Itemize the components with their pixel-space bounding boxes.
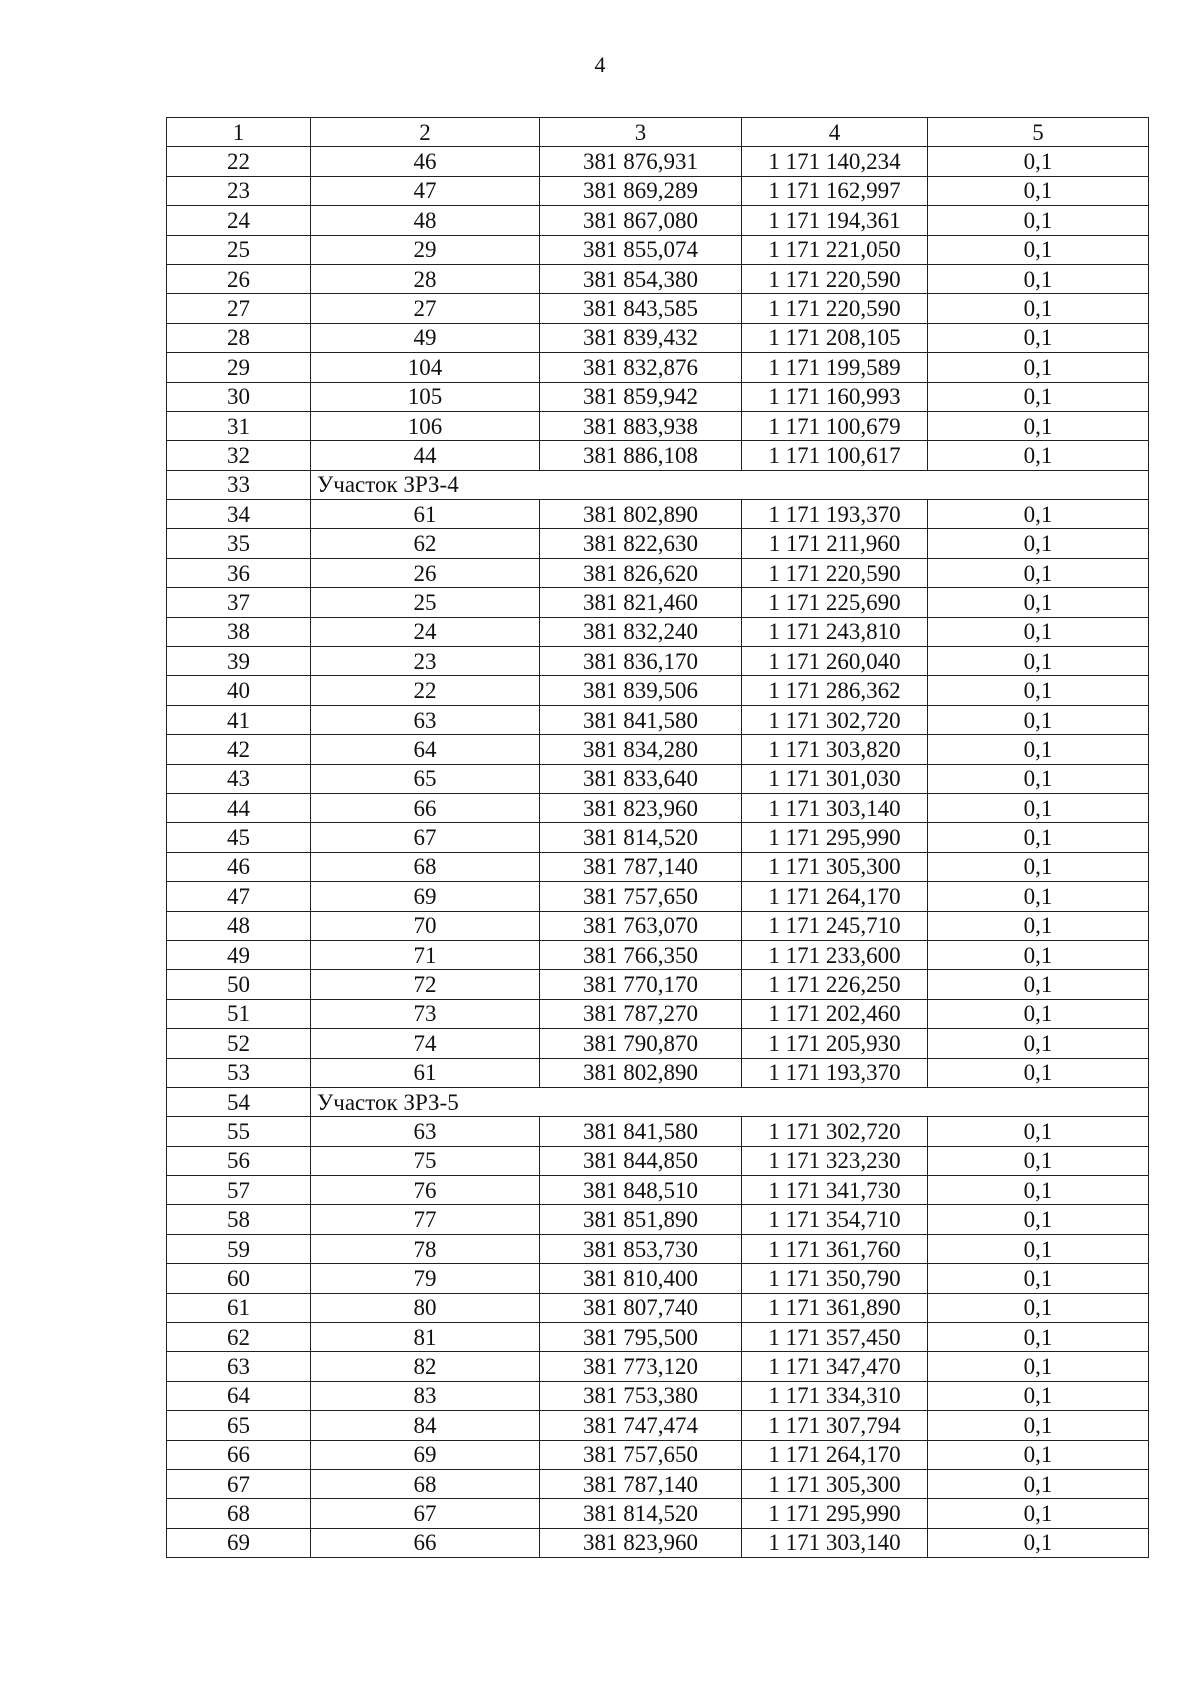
row-number: 57	[167, 1176, 311, 1205]
coordinate-y: 1 171 357,450	[742, 1323, 928, 1352]
table-row	[167, 1528, 1149, 1557]
coordinate-x: 381 814,520	[540, 1499, 742, 1528]
coordinate-y: 1 171 302,720	[742, 705, 928, 734]
coordinate-y: 1 171 220,590	[742, 558, 928, 587]
coordinate-y: 1 171 305,300	[742, 1469, 928, 1498]
table-row	[167, 676, 1149, 705]
point-number: 77	[311, 1205, 540, 1234]
page-number: 4	[594, 52, 606, 77]
coordinate-x: 381 855,074	[540, 235, 742, 264]
accuracy-value: 0,1	[928, 676, 1149, 705]
accuracy-value: 0,1	[928, 529, 1149, 558]
coordinate-y: 1 171 303,140	[742, 793, 928, 822]
column-header: 2	[311, 118, 540, 147]
point-number: 69	[311, 882, 540, 911]
coordinate-x: 381 867,080	[540, 206, 742, 235]
point-number: 104	[311, 353, 540, 382]
accuracy-value: 0,1	[928, 705, 1149, 734]
point-number: 46	[311, 147, 540, 176]
row-number: 22	[167, 147, 311, 176]
coordinate-y: 1 171 243,810	[742, 617, 928, 646]
coordinate-y: 1 171 220,590	[742, 264, 928, 293]
point-number: 80	[311, 1293, 540, 1322]
accuracy-value: 0,1	[928, 1411, 1149, 1440]
coordinate-x: 381 757,650	[540, 1440, 742, 1469]
accuracy-value: 0,1	[928, 852, 1149, 881]
point-number: 49	[311, 323, 540, 352]
coordinate-x: 381 753,380	[540, 1381, 742, 1410]
point-number: 61	[311, 1058, 540, 1087]
coordinate-x: 381 833,640	[540, 764, 742, 793]
accuracy-value: 0,1	[928, 1205, 1149, 1234]
coordinate-y: 1 171 260,040	[742, 647, 928, 676]
coordinate-x: 381 757,650	[540, 882, 742, 911]
point-number: 63	[311, 1117, 540, 1146]
column-header: 4	[742, 118, 928, 147]
accuracy-value: 0,1	[928, 294, 1149, 323]
point-number: 84	[311, 1411, 540, 1440]
table-row	[167, 1176, 1149, 1205]
row-number: 49	[167, 940, 311, 969]
accuracy-value: 0,1	[928, 588, 1149, 617]
section-row	[167, 1087, 1149, 1116]
row-number: 32	[167, 441, 311, 470]
coordinate-x: 381 802,890	[540, 1058, 742, 1087]
row-number: 43	[167, 764, 311, 793]
coordinate-y: 1 171 286,362	[742, 676, 928, 705]
coordinate-x: 381 826,620	[540, 558, 742, 587]
accuracy-value: 0,1	[928, 1146, 1149, 1175]
coordinate-y: 1 171 303,140	[742, 1528, 928, 1557]
accuracy-value: 0,1	[928, 1264, 1149, 1293]
row-number: 41	[167, 705, 311, 734]
row-number: 59	[167, 1234, 311, 1263]
accuracy-value: 0,1	[928, 1469, 1149, 1498]
coordinate-y: 1 171 205,930	[742, 1029, 928, 1058]
table-row	[167, 647, 1149, 676]
coordinate-x: 381 822,630	[540, 529, 742, 558]
accuracy-value: 0,1	[928, 382, 1149, 411]
accuracy-value: 0,1	[928, 1293, 1149, 1322]
point-number: 66	[311, 793, 540, 822]
table-row	[167, 1264, 1149, 1293]
row-number: 64	[167, 1381, 311, 1410]
point-number: 74	[311, 1029, 540, 1058]
accuracy-value: 0,1	[928, 1440, 1149, 1469]
row-number: 24	[167, 206, 311, 235]
coordinate-x: 381 814,520	[540, 823, 742, 852]
accuracy-value: 0,1	[928, 735, 1149, 764]
table-row	[167, 1499, 1149, 1528]
coordinate-x: 381 883,938	[540, 411, 742, 440]
coordinate-x: 381 848,510	[540, 1176, 742, 1205]
row-number: 36	[167, 558, 311, 587]
point-number: 47	[311, 176, 540, 205]
coordinate-y: 1 171 302,720	[742, 1117, 928, 1146]
row-number: 60	[167, 1264, 311, 1293]
coordinate-y: 1 171 295,990	[742, 1499, 928, 1528]
accuracy-value: 0,1	[928, 323, 1149, 352]
table-row	[167, 617, 1149, 646]
row-number: 26	[167, 264, 311, 293]
table-row	[167, 353, 1149, 382]
accuracy-value: 0,1	[928, 1029, 1149, 1058]
accuracy-value: 0,1	[928, 1117, 1149, 1146]
point-number: 64	[311, 735, 540, 764]
section-label: Участок ЗРЗ-5	[311, 1087, 1149, 1116]
point-number: 75	[311, 1146, 540, 1175]
column-header: 3	[540, 118, 742, 147]
coordinate-x: 381 854,380	[540, 264, 742, 293]
coordinate-y: 1 171 162,997	[742, 176, 928, 205]
point-number: 78	[311, 1234, 540, 1263]
coordinate-y: 1 171 193,370	[742, 1058, 928, 1087]
coordinate-y: 1 171 100,617	[742, 441, 928, 470]
coordinate-x: 381 763,070	[540, 911, 742, 940]
point-number: 73	[311, 999, 540, 1028]
accuracy-value: 0,1	[928, 176, 1149, 205]
section-row	[167, 470, 1149, 499]
coordinate-y: 1 171 208,105	[742, 323, 928, 352]
point-number: 82	[311, 1352, 540, 1381]
accuracy-value: 0,1	[928, 911, 1149, 940]
row-number: 46	[167, 852, 311, 881]
row-number: 66	[167, 1440, 311, 1469]
accuracy-value: 0,1	[928, 882, 1149, 911]
accuracy-value: 0,1	[928, 970, 1149, 999]
coordinate-y: 1 171 202,460	[742, 999, 928, 1028]
point-number: 29	[311, 235, 540, 264]
point-number: 81	[311, 1323, 540, 1352]
point-number: 24	[311, 617, 540, 646]
coordinate-x: 381 859,942	[540, 382, 742, 411]
row-number: 48	[167, 911, 311, 940]
point-number: 72	[311, 970, 540, 999]
table-row	[167, 323, 1149, 352]
row-number: 50	[167, 970, 311, 999]
accuracy-value: 0,1	[928, 1176, 1149, 1205]
row-number: 37	[167, 588, 311, 617]
table-row	[167, 705, 1149, 734]
table-header-row	[167, 118, 1149, 147]
coordinate-x: 381 766,350	[540, 940, 742, 969]
table-row	[167, 235, 1149, 264]
point-number: 68	[311, 1469, 540, 1498]
accuracy-value: 0,1	[928, 500, 1149, 529]
row-number: 44	[167, 793, 311, 822]
point-number: 65	[311, 764, 540, 793]
coordinate-x: 381 787,140	[540, 1469, 742, 1498]
accuracy-value: 0,1	[928, 823, 1149, 852]
row-number: 67	[167, 1469, 311, 1498]
row-number: 25	[167, 235, 311, 264]
coordinate-y: 1 171 264,170	[742, 882, 928, 911]
table-row	[167, 1352, 1149, 1381]
accuracy-value: 0,1	[928, 264, 1149, 293]
point-number: 28	[311, 264, 540, 293]
row-number: 65	[167, 1411, 311, 1440]
row-number: 69	[167, 1528, 311, 1557]
coordinate-x: 381 787,270	[540, 999, 742, 1028]
point-number: 44	[311, 441, 540, 470]
coordinate-x: 381 747,474	[540, 1411, 742, 1440]
point-number: 106	[311, 411, 540, 440]
coordinate-x: 381 851,890	[540, 1205, 742, 1234]
coordinate-y: 1 171 225,690	[742, 588, 928, 617]
table-row	[167, 411, 1149, 440]
accuracy-value: 0,1	[928, 411, 1149, 440]
coordinate-y: 1 171 361,760	[742, 1234, 928, 1263]
table-body	[167, 147, 1149, 1558]
point-number: 71	[311, 940, 540, 969]
accuracy-value: 0,1	[928, 999, 1149, 1028]
table-row	[167, 1117, 1149, 1146]
point-number: 66	[311, 1528, 540, 1557]
table-row	[167, 1411, 1149, 1440]
row-number: 53	[167, 1058, 311, 1087]
coordinate-x: 381 821,460	[540, 588, 742, 617]
point-number: 76	[311, 1176, 540, 1205]
accuracy-value: 0,1	[928, 353, 1149, 382]
point-number: 48	[311, 206, 540, 235]
coordinate-y: 1 171 233,600	[742, 940, 928, 969]
coordinate-x: 381 869,289	[540, 176, 742, 205]
table-row	[167, 735, 1149, 764]
table-row	[167, 176, 1149, 205]
accuracy-value: 0,1	[928, 441, 1149, 470]
row-number: 47	[167, 882, 311, 911]
accuracy-value: 0,1	[928, 558, 1149, 587]
row-number: 30	[167, 382, 311, 411]
coordinate-y: 1 171 140,234	[742, 147, 928, 176]
table-row	[167, 1440, 1149, 1469]
coordinate-y: 1 171 193,370	[742, 500, 928, 529]
accuracy-value: 0,1	[928, 647, 1149, 676]
point-number: 26	[311, 558, 540, 587]
row-number: 35	[167, 529, 311, 558]
coordinate-x: 381 841,580	[540, 1117, 742, 1146]
row-number: 45	[167, 823, 311, 852]
row-number: 27	[167, 294, 311, 323]
accuracy-value: 0,1	[928, 617, 1149, 646]
table-row	[167, 1381, 1149, 1410]
accuracy-value: 0,1	[928, 793, 1149, 822]
row-number: 38	[167, 617, 311, 646]
point-number: 70	[311, 911, 540, 940]
table-row	[167, 294, 1149, 323]
point-number: 67	[311, 823, 540, 852]
table-row	[167, 382, 1149, 411]
coordinate-x: 381 832,876	[540, 353, 742, 382]
coordinate-x: 381 839,432	[540, 323, 742, 352]
table-row	[167, 558, 1149, 587]
coordinate-x: 381 802,890	[540, 500, 742, 529]
point-number: 69	[311, 1440, 540, 1469]
accuracy-value: 0,1	[928, 1234, 1149, 1263]
row-number: 39	[167, 647, 311, 676]
row-number: 62	[167, 1323, 311, 1352]
table-row	[167, 588, 1149, 617]
row-number: 40	[167, 676, 311, 705]
table-row	[167, 441, 1149, 470]
table-row	[167, 940, 1149, 969]
coordinate-y: 1 171 323,230	[742, 1146, 928, 1175]
row-number: 55	[167, 1117, 311, 1146]
table-row	[167, 500, 1149, 529]
coordinate-y: 1 171 305,300	[742, 852, 928, 881]
table-row	[167, 1029, 1149, 1058]
row-number: 23	[167, 176, 311, 205]
row-number: 29	[167, 353, 311, 382]
accuracy-value: 0,1	[928, 1381, 1149, 1410]
table-row	[167, 852, 1149, 881]
section-label: Участок ЗРЗ-4	[311, 470, 1149, 499]
coordinate-y: 1 171 245,710	[742, 911, 928, 940]
coordinate-x: 381 787,140	[540, 852, 742, 881]
row-number: 56	[167, 1146, 311, 1175]
point-number: 23	[311, 647, 540, 676]
coordinate-y: 1 171 194,361	[742, 206, 928, 235]
table-row	[167, 264, 1149, 293]
accuracy-value: 0,1	[928, 235, 1149, 264]
coordinate-x: 381 836,170	[540, 647, 742, 676]
point-number: 67	[311, 1499, 540, 1528]
coordinate-y: 1 171 295,990	[742, 823, 928, 852]
coordinate-x: 381 810,400	[540, 1264, 742, 1293]
table-row	[167, 206, 1149, 235]
accuracy-value: 0,1	[928, 764, 1149, 793]
coordinate-x: 381 823,960	[540, 1528, 742, 1557]
coordinate-y: 1 171 307,794	[742, 1411, 928, 1440]
row-number: 61	[167, 1293, 311, 1322]
point-number: 22	[311, 676, 540, 705]
accuracy-value: 0,1	[928, 1323, 1149, 1352]
table-row	[167, 999, 1149, 1028]
point-number: 25	[311, 588, 540, 617]
row-number: 51	[167, 999, 311, 1028]
accuracy-value: 0,1	[928, 1528, 1149, 1557]
coordinate-x: 381 807,740	[540, 1293, 742, 1322]
coordinate-y: 1 171 341,730	[742, 1176, 928, 1205]
coordinates-table	[166, 117, 1149, 1558]
coordinate-x: 381 843,585	[540, 294, 742, 323]
point-number: 83	[311, 1381, 540, 1410]
coordinate-y: 1 171 347,470	[742, 1352, 928, 1381]
coordinate-y: 1 171 361,890	[742, 1293, 928, 1322]
table-row	[167, 823, 1149, 852]
table-row	[167, 764, 1149, 793]
row-number: 52	[167, 1029, 311, 1058]
table-row	[167, 911, 1149, 940]
row-number: 63	[167, 1352, 311, 1381]
point-number: 79	[311, 1264, 540, 1293]
coordinate-x: 381 795,500	[540, 1323, 742, 1352]
table-row	[167, 882, 1149, 911]
table-row	[167, 1469, 1149, 1498]
table-row	[167, 1205, 1149, 1234]
coordinate-y: 1 171 221,050	[742, 235, 928, 264]
table-row	[167, 793, 1149, 822]
coordinate-x: 381 834,280	[540, 735, 742, 764]
accuracy-value: 0,1	[928, 1499, 1149, 1528]
coordinate-y: 1 171 226,250	[742, 970, 928, 999]
row-number: 31	[167, 411, 311, 440]
coordinate-y: 1 171 211,960	[742, 529, 928, 558]
column-header: 5	[928, 118, 1149, 147]
row-number: 54	[167, 1087, 311, 1116]
coordinate-x: 381 844,850	[540, 1146, 742, 1175]
coordinate-x: 381 876,931	[540, 147, 742, 176]
table-row	[167, 147, 1149, 176]
table-row	[167, 1146, 1149, 1175]
coordinate-x: 381 823,960	[540, 793, 742, 822]
coordinate-y: 1 171 264,170	[742, 1440, 928, 1469]
table-row	[167, 529, 1149, 558]
accuracy-value: 0,1	[928, 1058, 1149, 1087]
accuracy-value: 0,1	[928, 1352, 1149, 1381]
table-row	[167, 970, 1149, 999]
coordinate-x: 381 790,870	[540, 1029, 742, 1058]
coordinate-x: 381 770,170	[540, 970, 742, 999]
coordinate-y: 1 171 199,589	[742, 353, 928, 382]
table-row	[167, 1293, 1149, 1322]
row-number: 42	[167, 735, 311, 764]
point-number: 105	[311, 382, 540, 411]
row-number: 34	[167, 500, 311, 529]
coordinate-y: 1 171 350,790	[742, 1264, 928, 1293]
point-number: 63	[311, 705, 540, 734]
column-header: 1	[167, 118, 311, 147]
coordinate-y: 1 171 220,590	[742, 294, 928, 323]
coordinate-x: 381 773,120	[540, 1352, 742, 1381]
row-number: 28	[167, 323, 311, 352]
row-number: 58	[167, 1205, 311, 1234]
accuracy-value: 0,1	[928, 147, 1149, 176]
coordinate-x: 381 853,730	[540, 1234, 742, 1263]
coordinate-y: 1 171 334,310	[742, 1381, 928, 1410]
point-number: 61	[311, 500, 540, 529]
table-row	[167, 1323, 1149, 1352]
row-number: 33	[167, 470, 311, 499]
coordinate-y: 1 171 160,993	[742, 382, 928, 411]
row-number: 68	[167, 1499, 311, 1528]
coordinate-x: 381 841,580	[540, 705, 742, 734]
coordinate-y: 1 171 100,679	[742, 411, 928, 440]
coordinate-x: 381 839,506	[540, 676, 742, 705]
coordinate-y: 1 171 303,820	[742, 735, 928, 764]
table-row	[167, 1234, 1149, 1263]
point-number: 68	[311, 852, 540, 881]
coordinate-y: 1 171 301,030	[742, 764, 928, 793]
coordinate-y: 1 171 354,710	[742, 1205, 928, 1234]
accuracy-value: 0,1	[928, 940, 1149, 969]
coordinate-x: 381 886,108	[540, 441, 742, 470]
table-row	[167, 1058, 1149, 1087]
accuracy-value: 0,1	[928, 206, 1149, 235]
point-number: 62	[311, 529, 540, 558]
point-number: 27	[311, 294, 540, 323]
coordinate-x: 381 832,240	[540, 617, 742, 646]
